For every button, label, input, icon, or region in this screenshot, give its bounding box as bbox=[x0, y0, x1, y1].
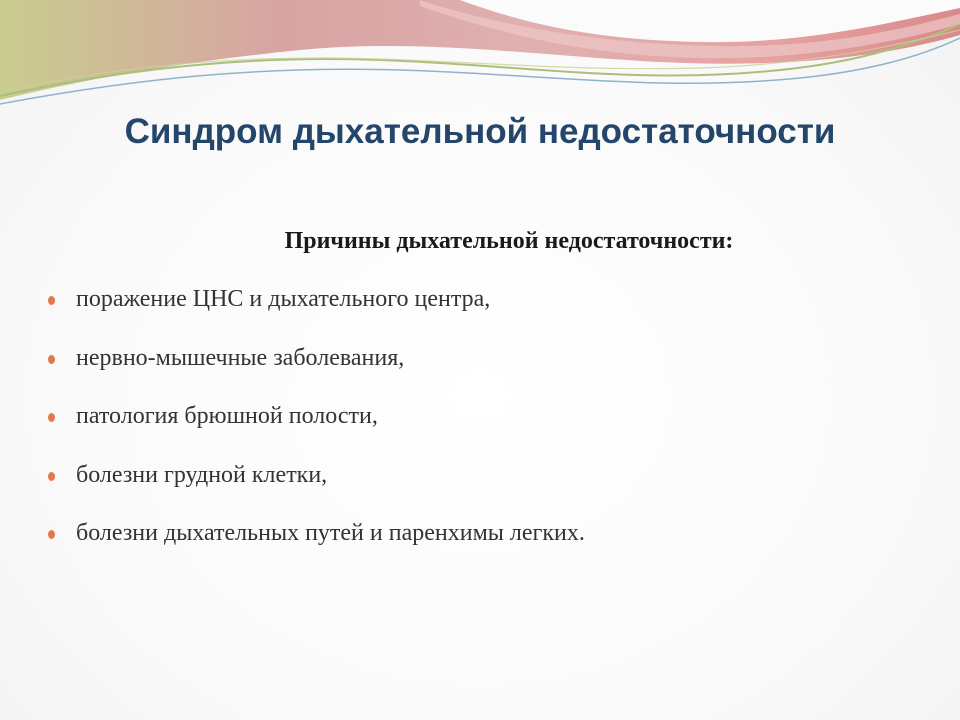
list-item bbox=[48, 345, 585, 404]
bullet-icon bbox=[48, 472, 55, 481]
causes-heading: Причины дыхательной недостаточности: bbox=[284, 228, 734, 254]
bullet-icon bbox=[48, 530, 55, 539]
bullet-icon bbox=[48, 413, 55, 422]
list-item bbox=[48, 403, 585, 462]
list-item bbox=[48, 286, 585, 345]
list-item-text: патология брюшной полости, bbox=[76, 403, 378, 429]
list-item-text: поражение ЦНС и дыхательного центра, bbox=[76, 286, 491, 312]
list-item-text: болезни дыхательных путей и паренхимы легких. bbox=[76, 520, 585, 546]
list-item bbox=[48, 462, 585, 521]
slide-title: Синдром дыхательной недостаточности bbox=[124, 112, 836, 151]
bullet-icon bbox=[48, 296, 55, 305]
list-item-text: нервно-мышечные заболевания, bbox=[76, 344, 405, 371]
list-item bbox=[48, 520, 585, 579]
bullet-icon bbox=[48, 355, 55, 364]
decorative-wave-banner bbox=[0, 0, 960, 110]
list-item-text: болезни грудной клетки, bbox=[76, 461, 328, 488]
causes-list bbox=[48, 286, 585, 579]
